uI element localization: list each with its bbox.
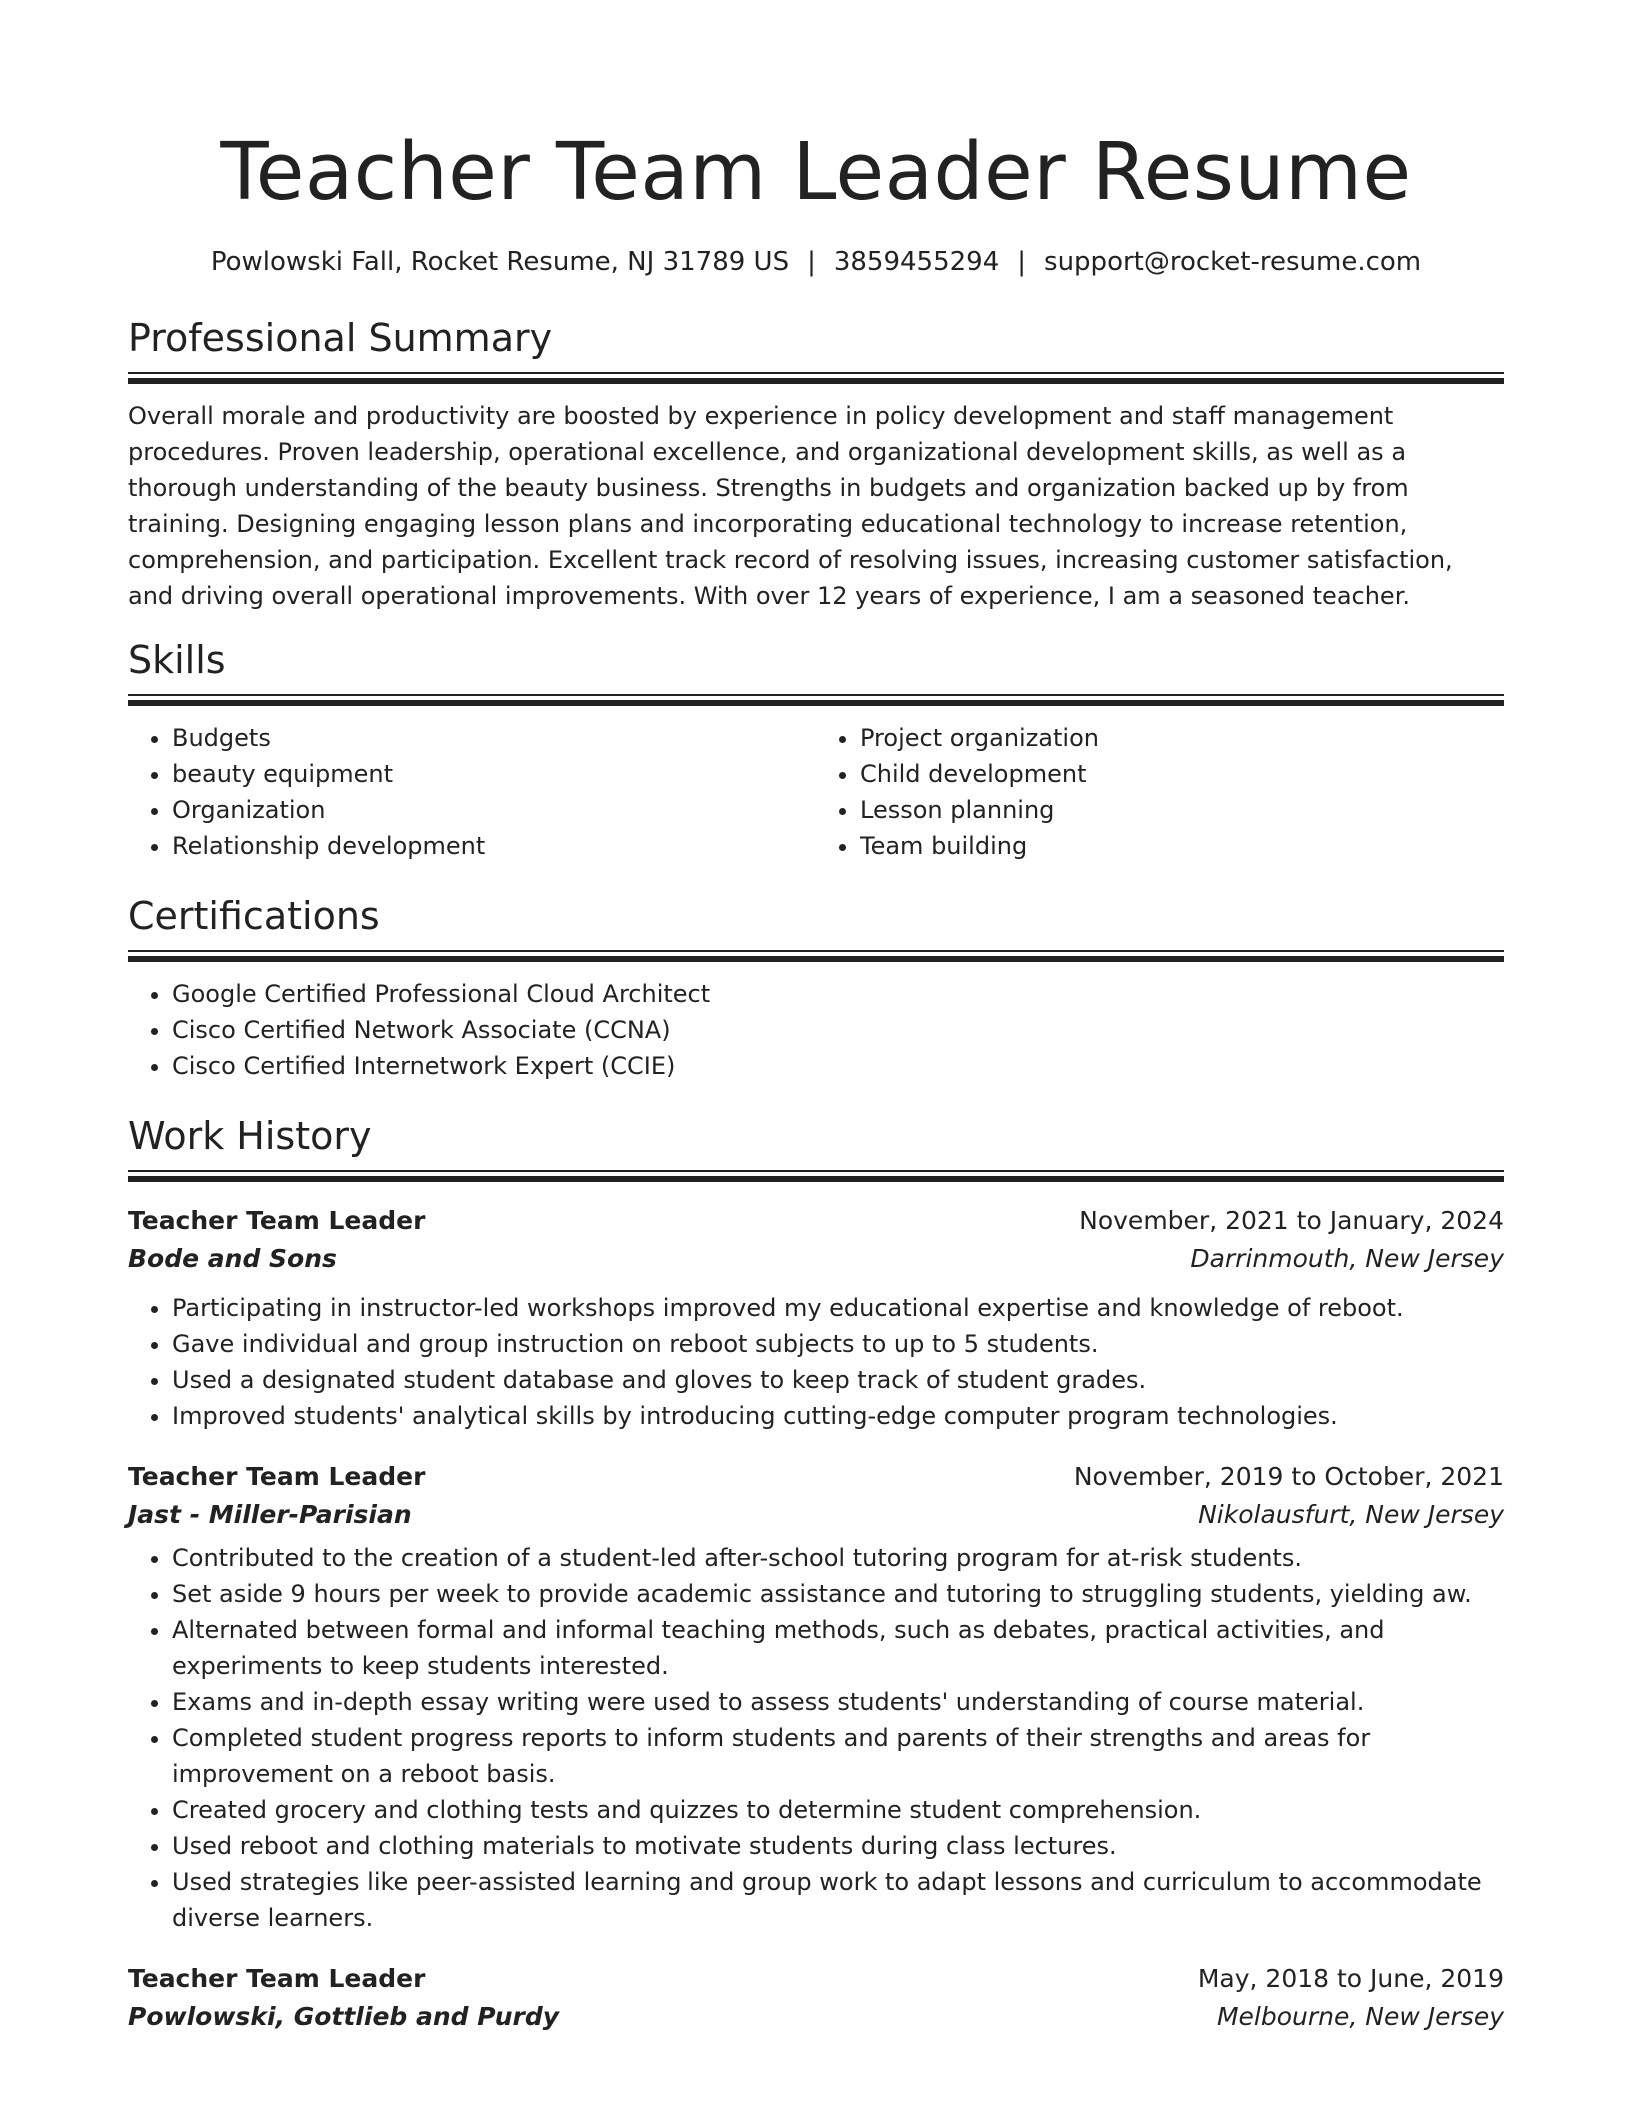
section-heading-summary: Professional Summary [128,316,553,360]
list-item: • Completed student progress reports to inform students and parents of their strengths and areas for improvement on a reboot basis. [172,1720,1504,1792]
summary-text: Overall morale and productivity are boosted by experience in policy development and staff management procedures. Proven leadership, operational excellence, and organizational development skills, as well as a thorough understanding of the beauty business. Strengths in budgets and organization backed up by from training. Designing engaging lesson plans and incorporating educational technology to increase retention, comprehension, and participation. Excellent track record of resolving issues, increasing customer satisfaction, and driving overall operational improvements. With over 12 years of experience, I am a seasoned teacher. [128,402,1453,610]
job-company-row [128,1240,1504,1278]
list-item: • Cisco Certified Network Associate (CCNA) [172,1012,1504,1048]
job-header-row [128,1202,1504,1240]
skills-list-right [816,720,1504,864]
job-header-row [128,1458,1504,1496]
contact-line [128,244,1504,280]
section-divider [128,1170,1504,1182]
job-entry [128,1960,1504,2036]
job-company: Powlowski, Gottlieb and Purdy [128,2002,560,2031]
skills-list-left [128,720,816,864]
contact-separator: | [1017,247,1027,277]
section-divider [128,372,1504,384]
list-item: • Alternated between formal and informal teaching methods, such as debates, practical activities, and experiments to keep students interested. [172,1612,1504,1684]
contact-separator: | [807,247,816,277]
list-item: • Participating in instructor-led workshops improved my educational expertise and knowledge of reboot. [172,1290,1504,1326]
job-title: Teacher Team Leader [128,1462,426,1491]
section-summary [128,314,1504,614]
list-item: • Relationship development [172,828,816,864]
section-divider [128,694,1504,706]
page-title: Teacher Team Leader Resume [220,126,1412,218]
list-item: • Used strategies like peer-assisted learning and group work to adapt lessons and curriculum to accommodate diverse learners. [172,1864,1504,1936]
list-item: • Set aside 9 hours per week to provide academic assistance and tutoring to struggling students, yielding aw. [172,1576,1504,1612]
contact-email: support@rocket-resume.com [1044,247,1422,277]
list-item: • Organization [172,792,816,828]
list-item: • Project organization [860,720,1504,756]
section-heading-certifications: Certifications [128,894,380,938]
job-company: Bode and Sons [128,1244,337,1273]
list-item: • Created grocery and clothing tests and quizzes to determine student comprehension. [172,1792,1504,1828]
skills-columns [128,720,1504,864]
job-title: Teacher Team Leader [128,1964,426,1993]
list-item: • Used a designated student database and gloves to keep track of student grades. [172,1362,1504,1398]
job-company-row [128,1496,1504,1534]
job-location: Darrinmouth, New Jersey [1190,1244,1504,1273]
certifications-list [128,976,1504,1084]
job-company-row [128,1998,1504,2036]
job-location: Melbourne, New Jersey [1216,2002,1504,2031]
job-entry [128,1458,1504,1936]
job-entry [128,1202,1504,1434]
list-item: • Budgets [172,720,816,756]
job-bullets [128,1540,1504,1936]
list-item: • Google Certified Professional Cloud Architect [172,976,1504,1012]
list-item: • Lesson planning [860,792,1504,828]
section-heading-work-history: Work History [128,1114,372,1158]
job-dates: November, 2021 to January, 2024 [1079,1206,1504,1235]
contact-phone: 3859455294 [833,247,1000,277]
job-company: Jast - Miller-Parisian [128,1500,412,1529]
list-item: • Used reboot and clothing materials to motivate students during class lectures. [172,1828,1504,1864]
job-dates: November, 2019 to October, 2021 [1073,1462,1504,1491]
list-item: • Exams and in-depth essay writing were used to assess students' understanding of course material. [172,1684,1504,1720]
job-bullets [128,1290,1504,1434]
list-item: • Child development [860,756,1504,792]
contact-address: Powlowski Fall, Rocket Resume, NJ 31789 US [210,247,790,277]
section-divider [128,950,1504,962]
list-item: • Gave individual and group instruction on reboot subjects to up to 5 students. [172,1326,1504,1362]
section-certifications [128,892,1504,1084]
section-work-history [128,1112,1504,2036]
job-location: Nikolausfurt, New Jersey [1198,1500,1504,1529]
section-skills [128,636,1504,864]
list-item: • Contributed to the creation of a student-led after-school tutoring program for at-risk students. [172,1540,1504,1576]
list-item: • Team building [860,828,1504,864]
list-item: • beauty equipment [172,756,816,792]
list-item: • Improved students' analytical skills by introducing cutting-edge computer program technologies. [172,1398,1504,1434]
job-title: Teacher Team Leader [128,1206,426,1235]
section-heading-skills: Skills [128,638,226,682]
job-dates: May, 2018 to June, 2019 [1197,1964,1504,1993]
job-header-row [128,1960,1504,1998]
list-item: • Cisco Certified Internetwork Expert (CCIE) [172,1048,1504,1084]
